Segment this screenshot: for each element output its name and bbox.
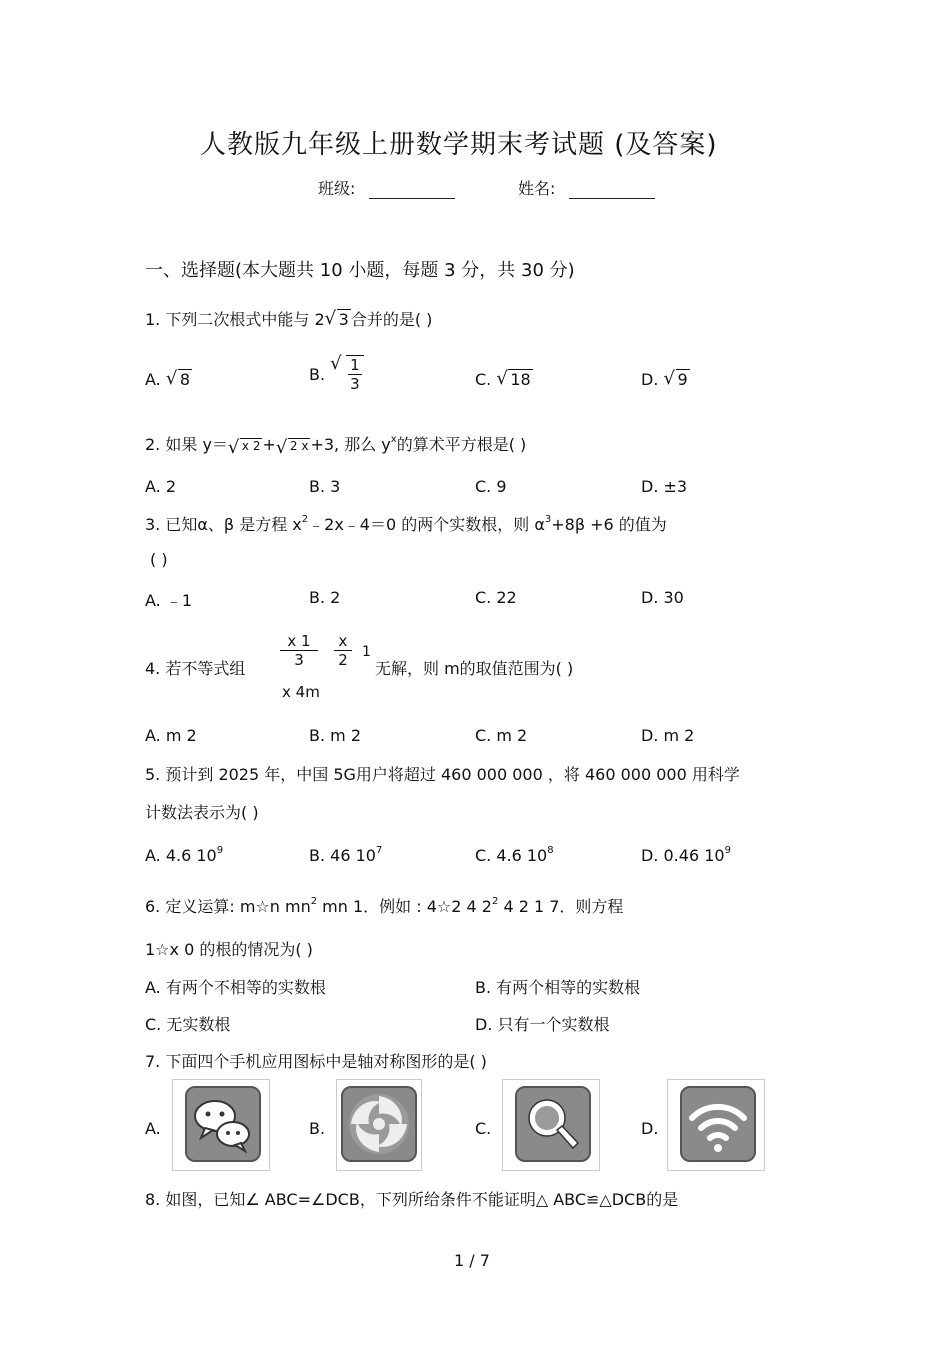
- q3-stem-a: 3. 已知α、β 是方程 x: [145, 515, 302, 534]
- q7-option-c-label: C.: [475, 1119, 492, 1138]
- q4-fraction-1: [280, 632, 318, 669]
- q5-option-d: D. 0.46 $10^9$: [641, 845, 731, 865]
- q4-option-c: C. m 2: [475, 726, 528, 745]
- q4-f1-num: x 1: [280, 632, 318, 651]
- q1-b-den: 3: [350, 375, 360, 393]
- class-label: 班级:: [318, 179, 356, 198]
- wifi-icon: [680, 1086, 756, 1162]
- q3-stem-b: ﹣2x﹣4＝0 的两个实数根，则 α: [308, 515, 545, 534]
- q7-option-d-label: D.: [641, 1119, 659, 1138]
- q6-line-2: 1☆x 0 的根的情况为( ): [145, 940, 313, 959]
- class-blank: [369, 184, 455, 199]
- q5-line-1: 5. 预计到 2025 年，中国 5G用户将超过 460 000 000 ，将 460 000 000 用科学: [145, 765, 740, 784]
- q2-stem-c: 的算术平方根是( ): [396, 435, 527, 454]
- q4-one: 1: [362, 644, 371, 660]
- page-number: 1 / 7: [454, 1251, 490, 1270]
- q1-a-label: A.: [145, 370, 161, 389]
- q1-b-sqrt: [330, 355, 364, 393]
- q3-option-b: B. 2: [309, 588, 341, 607]
- q4-stem-b: 无解，则 m的取值范围为( ): [375, 659, 574, 678]
- q8-stem: 8. 如图，已知∠ ABC=∠DCB，下列所给条件不能证明△ ABC≌△DCB的是: [145, 1190, 679, 1209]
- q2-sup: x: [390, 434, 397, 445]
- q2-stem-a: 2. 如果 y＝: [145, 435, 228, 454]
- q6-option-b: B. 有两个相等的实数根: [475, 978, 641, 997]
- q3-option-a: A. ﹣1: [145, 591, 193, 610]
- q3-sup-1: 2: [301, 514, 309, 525]
- q5-line-2: 计数法表示为( ): [145, 803, 259, 822]
- q2-sqrt-2: [276, 439, 311, 453]
- q4-option-b: B. m 2: [309, 726, 361, 745]
- q4-f1-den: 3: [294, 651, 304, 669]
- name-blank: [569, 184, 655, 199]
- q1-option-a: [145, 370, 192, 389]
- q3-option-c: C. 22: [475, 588, 517, 607]
- q3-sup-2: 3: [544, 514, 552, 525]
- swirl-icon: [341, 1086, 417, 1162]
- class-field: [318, 176, 455, 199]
- q7-stem: 7. 下面四个手机应用图标中是轴对称图形的是( ): [145, 1052, 487, 1071]
- page-title: 人教版九年级上册数学期末考试题 (及答案): [200, 130, 718, 160]
- q7-option-c-image: [502, 1079, 600, 1171]
- q1-c-label: C.: [475, 370, 492, 389]
- q1-option-b: [309, 355, 364, 393]
- q1-option-c: [475, 370, 533, 389]
- q1-b-label: B.: [309, 365, 326, 384]
- q6-option-d: D. 只有一个实数根: [475, 1015, 610, 1034]
- name-label: 姓名:: [518, 179, 556, 198]
- q3-option-d: D. 30: [641, 588, 684, 607]
- q2-sqrt-1: [228, 439, 263, 453]
- q4-f2-den: 2: [338, 651, 348, 669]
- q4-option-d: D. m 2: [641, 726, 695, 745]
- q4-fraction-2: [334, 632, 352, 669]
- q1-a-radicand: 8: [179, 370, 191, 389]
- q7-option-d-image: [667, 1079, 765, 1171]
- q4-stem-a: 4. 若不等式组: [145, 659, 246, 678]
- q2-radicand-1: x 2: [241, 439, 261, 453]
- q5-option-c: C. 4.6 $10^8$: [475, 845, 554, 865]
- q4-f2-num: x: [334, 632, 352, 651]
- q7-option-a-image: [172, 1079, 270, 1171]
- q1-stem-b: 合并的是( ): [350, 310, 433, 329]
- q4-option-a: A. m 2: [145, 726, 197, 745]
- q2-stem-b: +3, 那么 y: [310, 435, 391, 454]
- q1-sqrt: [325, 310, 351, 329]
- q1-d-label: D.: [641, 370, 659, 389]
- q1-radicand: 3: [338, 310, 349, 329]
- q1-b-frac: [348, 356, 362, 393]
- q2-radicand-2: 2 x: [289, 439, 309, 453]
- q2-option-a: A. 2: [145, 477, 177, 496]
- q4-line-2: x 4m: [282, 683, 320, 701]
- q1-d-sqrt: [664, 370, 690, 389]
- q6-line-1: 6. 定义运算: m☆n $mn^2$ mn 1．例如 : 4☆2 4 $2^2$ 4 2 1 7．则方程: [145, 896, 624, 916]
- q6-option-a: A. 有两个不相等的实数根: [145, 978, 326, 997]
- name-field: [518, 176, 655, 199]
- question-3: [145, 512, 667, 535]
- q7-option-b-label: B.: [309, 1119, 326, 1138]
- q2-option-b: B. 3: [309, 477, 341, 496]
- q1-c-sqrt: [496, 370, 532, 389]
- q5-option-b: B. 46 $10^7$: [309, 845, 383, 865]
- q2-plus: +: [262, 435, 276, 454]
- search-icon: [515, 1086, 591, 1162]
- q1-c-radicand: 18: [510, 370, 531, 389]
- q1-b-num: √ 1: [350, 356, 360, 374]
- q1-option-d: [641, 370, 690, 389]
- q3-paren: ( ): [150, 550, 168, 569]
- q1-stem-a: 1. 下列二次根式中能与 2: [145, 310, 325, 329]
- q2-option-d: D. ±3: [641, 477, 688, 496]
- q5-option-a: A. 4.6 $10^9$: [145, 845, 224, 865]
- q1-a-sqrt: [166, 370, 192, 389]
- question-2: [145, 432, 526, 455]
- q3-stem-c: +8β +6 的值为: [551, 515, 667, 534]
- section-heading: 一、选择题(本大题共 10 小题，每题 3 分，共 30 分): [145, 260, 575, 281]
- q7-option-b-image: [336, 1079, 422, 1171]
- q2-option-c: C. 9: [475, 477, 507, 496]
- q7-option-a-label: A.: [145, 1119, 161, 1138]
- q6-option-c: C. 无实数根: [145, 1015, 231, 1034]
- q1-d-radicand: 9: [677, 370, 688, 389]
- question-1: [145, 307, 432, 330]
- wechat-icon: [185, 1086, 261, 1162]
